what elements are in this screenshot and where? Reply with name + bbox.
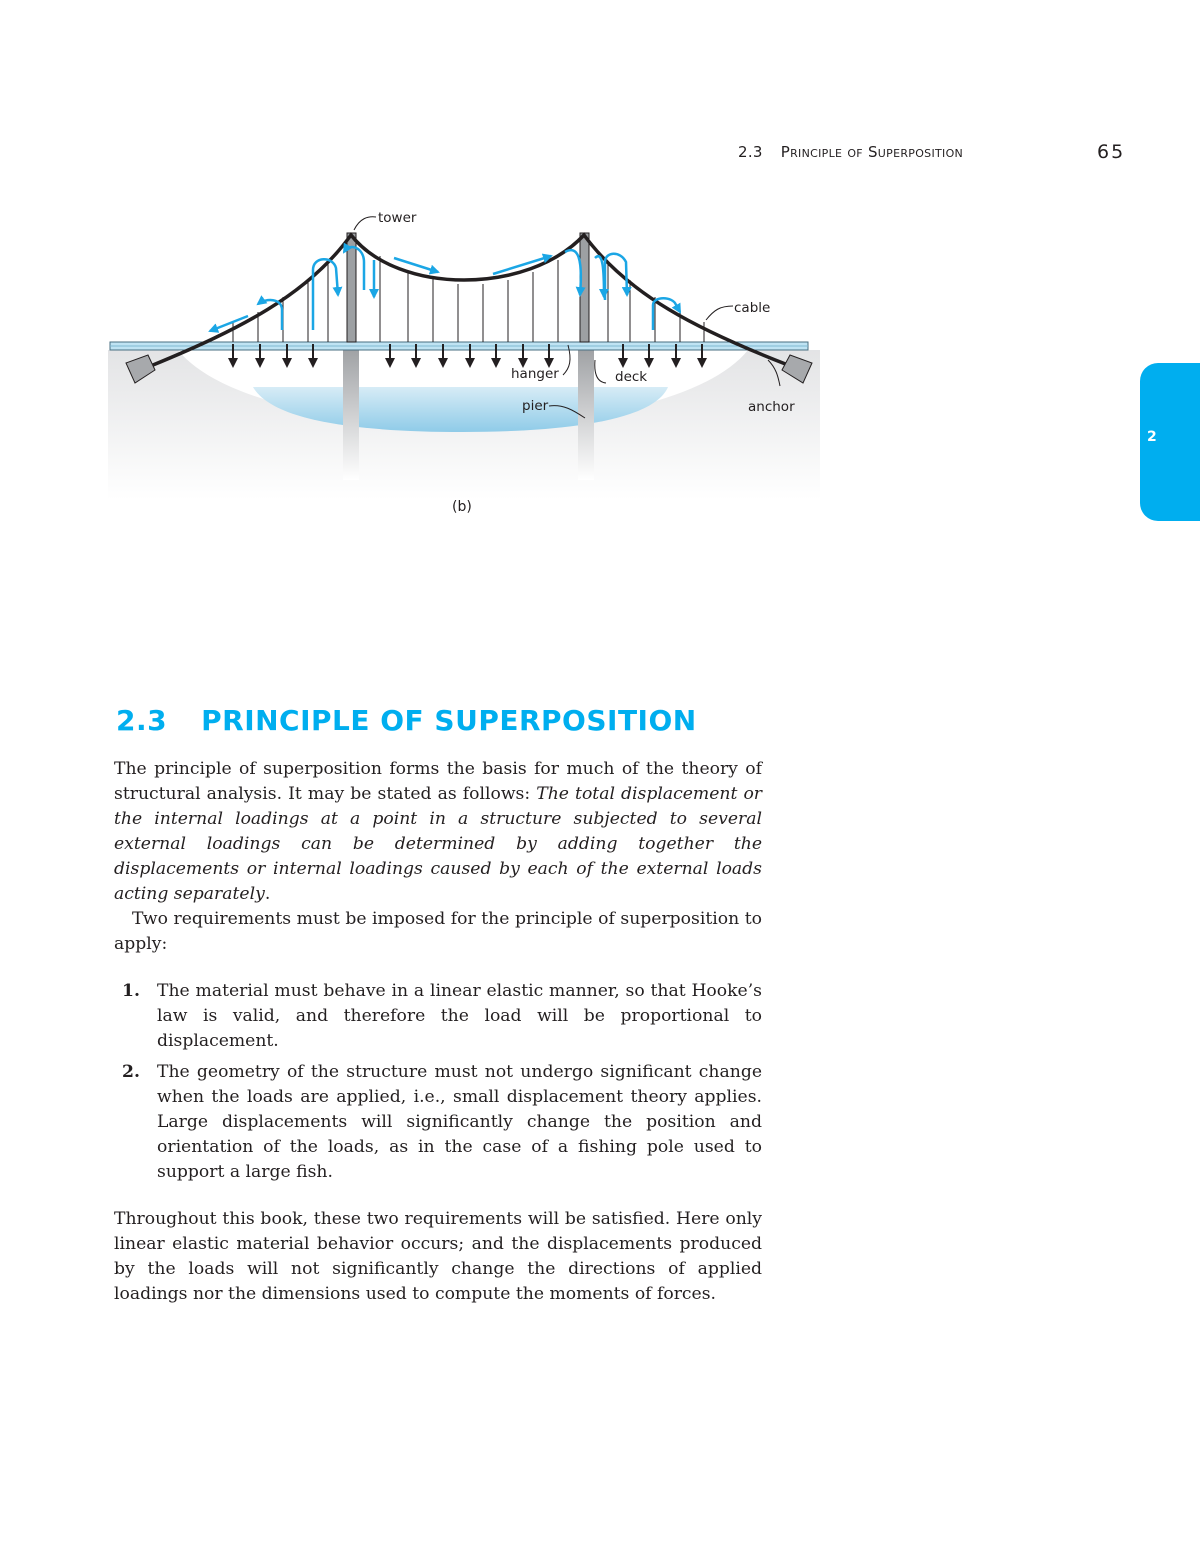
section-title: PRINCIPLE OF SUPERPOSITION: [201, 704, 697, 737]
force-flow-arrows: [210, 247, 680, 331]
closing-paragraph: Throughout this book, these two requirements will be satisfied. Here only linear elastic material behavior occurs; and the displacements produced by the loads will not significantly change the directions of applied loadings nor the dimensions used to compute the moments of forces.: [114, 1209, 762, 1304]
superposition-statement: The total displacement or the internal loadings at a point in a structure subjected to several external loadings can be determined by adding together the displacements or internal loadings caused by each of the external loads acting separately: [114, 784, 763, 904]
header-section-number: 2.3: [738, 143, 763, 161]
hangers: [233, 256, 704, 342]
label-pier: pier: [522, 398, 549, 414]
intro-plain: The principle of superposition forms the basis for much of the theory of structural analysis. It may be stated as follows:: [114, 759, 762, 804]
chapter-tab-label: 2: [1147, 429, 1157, 445]
label-hanger: hanger: [511, 366, 559, 382]
chapter-tab: [1140, 363, 1200, 521]
header-section-title: Principle of Superposition: [780, 143, 964, 161]
label-cable: cable: [734, 300, 771, 316]
intro-end: .: [264, 884, 271, 904]
suspension-bridge-figure: [108, 200, 820, 500]
running-header: [738, 143, 963, 161]
requirements-intro: Two requirements must be imposed for the principle of superposition to apply:: [114, 909, 762, 954]
pier-left: [343, 350, 359, 480]
bridge-diagram: [108, 200, 820, 500]
label-anchor: anchor: [748, 399, 795, 415]
requirement-text: The geometry of the structure must not undergo significant change when the loads are applied, i.e., small displacement theory applies. Large displacements will significantly change the position and orientation of the loads, as in the case of a fishing pole used to support a large fish.: [157, 1062, 762, 1182]
list-marker: 2.: [122, 1062, 140, 1082]
body-text: [114, 757, 762, 1307]
requirement-text: The material must behave in a linear elastic manner, so that Hooke’s law is valid, and therefore the load will be proportional to displacement.: [157, 981, 762, 1051]
figure-caption: (b): [452, 499, 472, 515]
section-heading: [116, 704, 697, 737]
label-tower: tower: [378, 210, 417, 226]
intro-paragraph: [114, 757, 762, 907]
label-deck: deck: [615, 369, 648, 385]
requirements-list: [114, 979, 762, 1185]
requirement-item: [114, 979, 762, 1054]
list-marker: 1.: [122, 981, 140, 1001]
requirement-item: [114, 1060, 762, 1185]
page-number: 65: [1097, 141, 1126, 163]
tower-left: [347, 233, 356, 342]
section-number: 2.3: [116, 704, 168, 737]
